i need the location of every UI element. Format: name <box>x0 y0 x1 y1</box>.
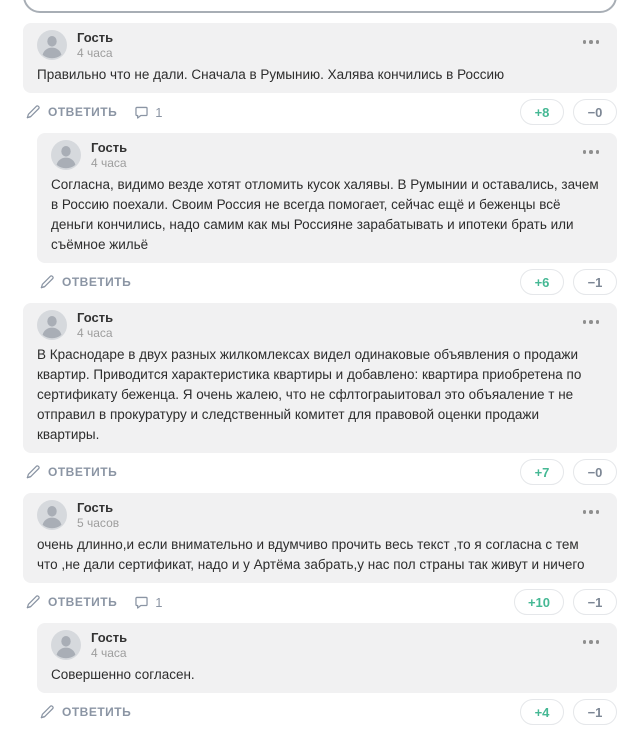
comment-card <box>37 133 617 263</box>
author-block <box>77 500 119 530</box>
upvote-button[interactable]: +10 <box>514 589 564 615</box>
comment-time: 4 часа <box>91 156 127 170</box>
comments-list <box>23 23 617 725</box>
avatar <box>37 500 67 530</box>
comment-actions <box>23 589 617 615</box>
replies-count-value: 1 <box>155 594 163 610</box>
comment-author: Гость <box>77 310 114 325</box>
comment-time: 4 часа <box>77 326 113 340</box>
comment-text: Согласна, видимо везде хотят отломить кусок халявы. В Румынии и оставались, зачем в Россию поехали. Своим Россия не всегда помогает, сейчас ещё и беженцы всё деньги кончились, надо самим как мы Россияне зарабатывать и ипотеки брать или съёмное жильё <box>51 177 599 252</box>
replies-count-value: 1 <box>155 104 163 120</box>
author-block <box>77 30 113 60</box>
avatar <box>37 30 67 60</box>
reply-button[interactable] <box>25 594 117 610</box>
comment-text: В Краснодаре в двух разных жилкомлексах видел одинаковые объявления о продажи квартир. Приводится характеристика квартиры и добавлено: квартира приобретена по сертификату беженца. Я очень жалею, что не сфлтограыитовал это объяаление т не отправил в прокуратуру и следственный комитет для правовой оценки продажи квартиры. <box>37 347 582 442</box>
vote-buttons <box>520 99 617 125</box>
more-dots-icon <box>583 510 587 514</box>
comment-header <box>37 30 603 60</box>
upvote-button[interactable]: +6 <box>520 269 564 295</box>
avatar <box>51 630 81 660</box>
comment-author: Гость <box>77 30 114 45</box>
comment-text: Правильно что не дали. Сначала в Румынию. Халява кончились в Россию <box>37 67 505 82</box>
upvote-button[interactable]: +7 <box>520 459 564 485</box>
comment-thread <box>23 23 617 125</box>
comment-card <box>37 623 617 693</box>
vote-buttons <box>520 269 617 295</box>
comment-card <box>23 303 617 453</box>
comment-thread <box>37 133 617 295</box>
pencil-icon <box>25 594 41 610</box>
upvote-button[interactable]: +4 <box>520 699 564 725</box>
vote-buttons <box>514 589 617 615</box>
reply-label: ОТВЕТИТЬ <box>48 595 118 609</box>
replies-count[interactable] <box>134 105 162 120</box>
pencil-icon <box>25 464 41 480</box>
comment-bubble-icon <box>134 595 149 610</box>
more-dots-icon <box>583 640 587 644</box>
reply-button[interactable] <box>39 704 131 720</box>
vote-buttons <box>520 459 617 485</box>
reply-label: ОТВЕТИТЬ <box>48 105 118 119</box>
more-dots-icon <box>583 40 587 44</box>
comment-header <box>37 500 603 530</box>
reply-button[interactable] <box>39 274 131 290</box>
comment-card <box>23 493 617 583</box>
pencil-icon <box>39 274 55 290</box>
more-dots-icon <box>583 150 587 154</box>
reply-label: ОТВЕТИТЬ <box>62 705 132 719</box>
comment-actions <box>37 269 617 295</box>
comment-author: Гость <box>77 500 114 515</box>
comment-author: Гость <box>91 630 128 645</box>
comment-actions <box>23 459 617 485</box>
reply-button[interactable] <box>25 104 117 120</box>
comment-actions <box>23 99 617 125</box>
comment-text: Совершенно согласен. <box>51 667 195 682</box>
reply-label: ОТВЕТИТЬ <box>62 275 132 289</box>
downvote-button[interactable]: −1 <box>573 589 617 615</box>
downvote-button[interactable]: −1 <box>573 269 617 295</box>
person-icon <box>37 30 67 60</box>
comment-header <box>51 630 603 660</box>
comment-time: 5 часов <box>77 516 120 530</box>
comment-card <box>23 23 617 93</box>
reply-button[interactable] <box>25 464 117 480</box>
more-dots-icon <box>583 320 587 324</box>
avatar <box>51 140 81 170</box>
comment-thread <box>23 303 617 485</box>
more-menu-button[interactable] <box>581 637 602 647</box>
comment-text: очень длинно,и если внимательно и вдумчиво прочить весь текст ,то я согласна с тем что ,не дали сертификат, надо и у Артёма забрать,у нас пол страны так живут и ничего <box>37 537 585 572</box>
upvote-button[interactable]: +8 <box>520 99 564 125</box>
comment-thread <box>37 623 617 725</box>
more-menu-button[interactable] <box>581 37 602 47</box>
replies-count[interactable] <box>134 595 162 610</box>
person-icon <box>51 140 81 170</box>
person-icon <box>51 630 81 660</box>
comment-header <box>37 310 603 340</box>
person-icon <box>37 310 67 340</box>
comment-time: 4 часа <box>91 646 127 660</box>
pencil-icon <box>25 104 41 120</box>
comment-thread <box>23 493 617 615</box>
comment-header <box>51 140 603 170</box>
comment-input[interactable] <box>23 0 617 13</box>
downvote-button[interactable]: −1 <box>573 699 617 725</box>
pencil-icon <box>39 704 55 720</box>
author-block <box>91 140 127 170</box>
comment-bubble-icon <box>134 105 149 120</box>
more-menu-button[interactable] <box>581 317 602 327</box>
comment-actions <box>37 699 617 725</box>
person-icon <box>37 500 67 530</box>
avatar <box>37 310 67 340</box>
author-block <box>91 630 127 660</box>
reply-label: ОТВЕТИТЬ <box>48 465 118 479</box>
more-menu-button[interactable] <box>581 507 602 517</box>
author-block <box>77 310 113 340</box>
vote-buttons <box>520 699 617 725</box>
comment-author: Гость <box>91 140 128 155</box>
downvote-button[interactable]: −0 <box>573 459 617 485</box>
comment-time: 4 часа <box>77 46 113 60</box>
more-menu-button[interactable] <box>581 147 602 157</box>
downvote-button[interactable]: −0 <box>573 99 617 125</box>
